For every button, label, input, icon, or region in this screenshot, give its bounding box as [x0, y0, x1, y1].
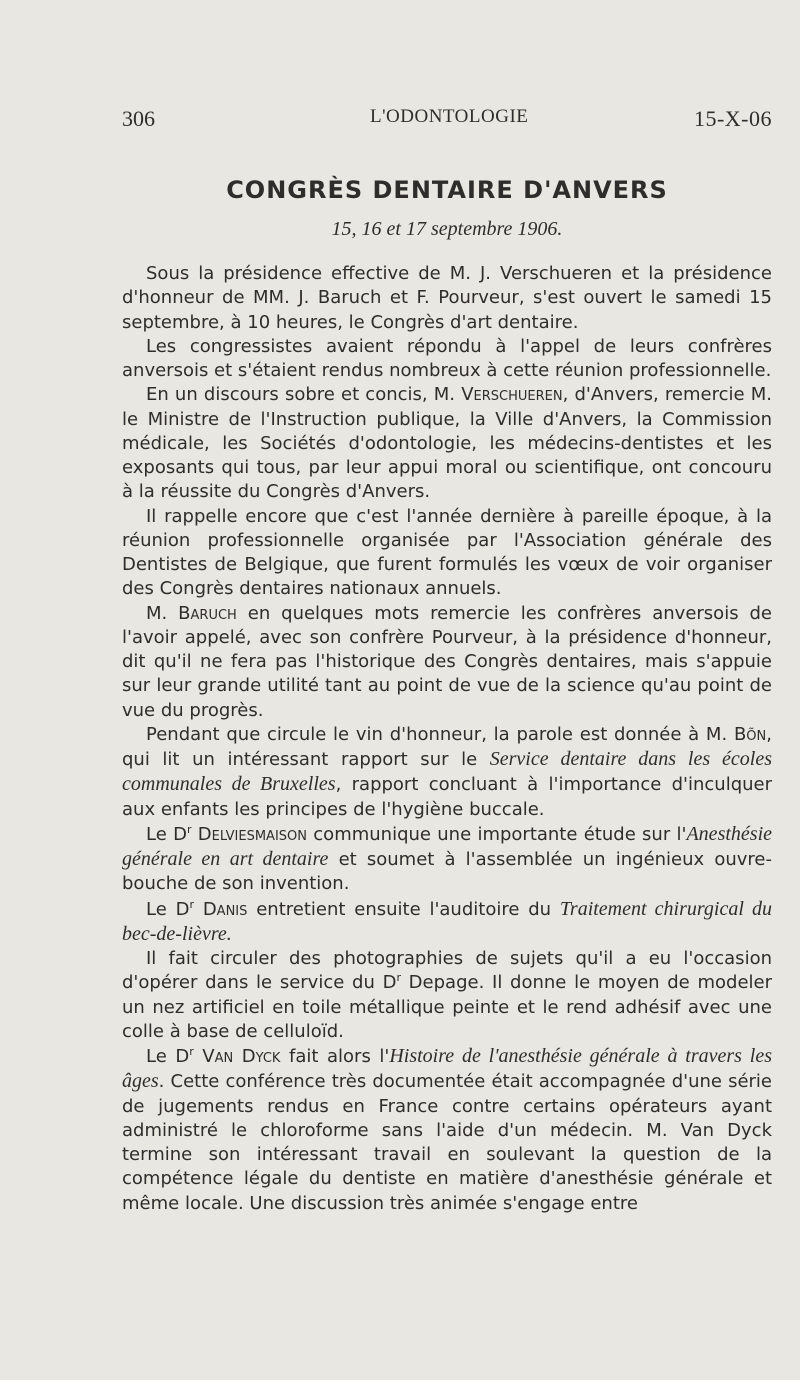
person-name: Verschueren [461, 384, 563, 406]
person-name: Delviesmaison [191, 823, 307, 845]
text-run: Le D [146, 1046, 190, 1067]
paragraph-9 [122, 947, 772, 1044]
article-title: CONGRÈS DENTAIRE D'ANVERS [226, 176, 668, 204]
text-run: fait alors l' [280, 1046, 390, 1067]
text-run: communique une importante étude sur l' [307, 823, 687, 845]
text-run: Depage. Il donne le moyen de modeler un nez artificiel en toile métallique peinte et le rend adhésif avec une colle à base de celluloïd. [122, 972, 772, 1042]
article-body [122, 262, 772, 1216]
paragraph-5 [122, 602, 772, 723]
text-run: Le D [146, 823, 187, 845]
person-name: Bõn [733, 723, 767, 745]
person-name: Baruch [178, 602, 237, 624]
text-run: M. [146, 602, 179, 624]
paragraph-6 [122, 723, 772, 822]
text-run: , rapport concluant à l'importance d'inculquer aux enfants les principes de l'hygiène buccale. [122, 774, 773, 820]
issue-date: 15-X-06 [693, 106, 772, 131]
paragraph-3 [122, 383, 772, 504]
paragraph-10 [122, 1044, 772, 1216]
text-run: Il fait circuler des photographies de sujets qu'il a eu l'occasion d'opérer dans le service du D [122, 948, 772, 994]
paragraph-1: Sous la présidence effective de M. J. Verschueren et la présidence d'honneur de MM. J. Baruch et F. Pourveur, s'est ouvert le samedi 15 septembre, à 10 heures, le Congrès d'art dentaire. [122, 263, 772, 333]
journal-title: L'ODONTOLOGIE [370, 106, 529, 127]
superscript: r [186, 822, 192, 836]
work-title: Service dentaire dans les écoles communales de Bruxelles [122, 748, 772, 796]
page-number: 306 [122, 106, 155, 131]
paragraph-4: Il rappelle encore que c'est l'année dernière à pareille époque, à la réunion professionnelle organisée par l'Association générale des Dentistes de Belgique, que furent formulés les vœux de voir organiser des Congrès dentaires nationaux annuels. [122, 505, 772, 600]
text-run: et soumet à l'assemblée un ingénieux ouvre-bouche de son invention. [122, 849, 772, 895]
article-dates: 15, 16 et 17 septembre 1906. [331, 218, 563, 240]
text-run: Le D [146, 898, 190, 920]
superscript: r [396, 971, 401, 985]
superscript: r [189, 897, 194, 911]
superscript: r [189, 1045, 194, 1058]
text-run: En un discours sobre et concis, M. [146, 384, 462, 406]
work-title: Traitement chirurgical du bec-de-lièvre. [122, 897, 772, 945]
person-name: Danis [194, 898, 248, 920]
text-run: entretient ensuite l'auditoire du [247, 898, 560, 920]
text-run: . Cette conférence très documentée était accompagnée d'une série de jugements rendus en France contre certains opérateurs ayant administré le chloroforme sans l'aide d'un médecin. M. Van Dyck termine son intéressant travail en soulevant la question de la compétence légale du dentiste en matière d'anesthésie générale et même locale. Une discussion très animée s'engage entre [122, 1071, 772, 1214]
work-title: Anesthésie générale en art dentaire [122, 822, 772, 870]
text-run: Pendant que circule le vin d'honneur, la parole est donnée à M. [146, 723, 734, 745]
text-run: , d'Anvers, remercie M. le Ministre de l'Instruction publique, la Ville d'Anvers, la Commission médicale, les Sociétés d'odontologie, les médecins-dentistes et les exposants qui tous, par leur appui moral ou scientifique, ont concouru à la réussite du Congrès d'Anvers. [122, 384, 772, 503]
paragraph-2: Les congressistes avaient répondu à l'appel de leurs confrères anversois et s'étaient rendus nombreux à cette réunion professionnelle. [122, 335, 772, 381]
person-name: Van Dyck [193, 1046, 281, 1067]
text-run: en quelques mots remercie les confrères anversois de l'avoir appelé, avec son confrère Pourveur, à la présidence d'honneur, dit qu'il ne fera pas l'historique des Congrès dentaires, mais s'appuie sur leur grande utilité tant au point de vue de la science qu'au point de vue du progrès. [122, 602, 772, 721]
paragraph-8 [122, 897, 772, 948]
running-head [122, 106, 772, 136]
work-title: Histoire de l'anesthésie générale à travers les âges [122, 1045, 772, 1093]
text-run: , qui lit un intéressant rapport sur le [122, 723, 772, 770]
paragraph-7 [122, 822, 772, 897]
